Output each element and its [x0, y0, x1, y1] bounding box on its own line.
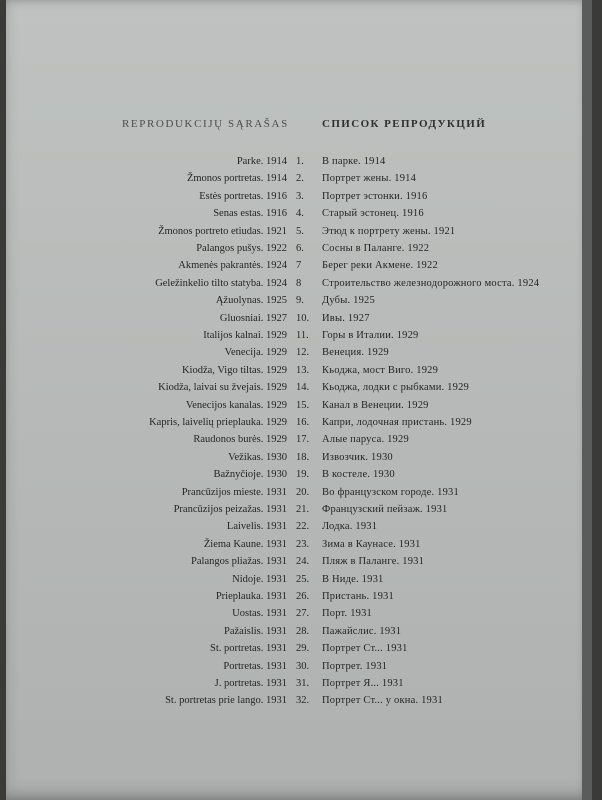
title-russian: В парке. 1914	[322, 156, 386, 167]
item-number: 14.	[296, 382, 310, 394]
title-lithuanian: Žiema Kaune. 1931	[203, 538, 287, 550]
list-item	[6, 626, 592, 640]
title-lithuanian: Venecija. 1929	[224, 347, 287, 359]
item-number: 9.	[296, 295, 304, 307]
title-russian: Портрет. 1931	[322, 660, 388, 672]
title-russian: Берег реки Акмене. 1922	[322, 260, 438, 272]
title-lithuanian: Venecijos kanalas. 1929	[185, 399, 287, 411]
title-russian: Строительство железнодорожного моста. 1924	[322, 277, 540, 289]
title-lithuanian: St. portretas. 1931	[210, 643, 287, 655]
item-number: 20.	[296, 486, 310, 498]
list-item	[6, 643, 592, 657]
title-lithuanian: Uostas. 1931	[232, 608, 287, 620]
item-number: 23.	[296, 538, 310, 550]
title-lithuanian: Žmonos portreto etiudas. 1921	[158, 225, 287, 237]
document-page	[6, 0, 592, 800]
item-number: 19.	[296, 469, 310, 481]
title-lithuanian: Palangos pušys. 1922	[196, 243, 287, 254]
list-item	[6, 591, 592, 605]
list-item	[6, 330, 592, 344]
list-item	[6, 347, 592, 361]
list-item	[6, 208, 592, 222]
list-item	[6, 469, 592, 483]
title-lithuanian: Raudonos burės. 1929	[193, 434, 287, 446]
item-number: 11.	[296, 330, 309, 341]
title-lithuanian: Kiodža, Vigo tiltas. 1929	[181, 364, 287, 376]
title-russian: Лодка. 1931	[322, 521, 378, 533]
title-russian: Портрет эстонки. 1916	[322, 190, 428, 202]
item-number: 2.	[296, 173, 304, 185]
title-russian: Дубы. 1925	[322, 295, 375, 307]
item-number: 13.	[296, 364, 310, 376]
list-item	[6, 452, 592, 466]
list-item	[6, 521, 592, 535]
title-lithuanian: Gluosniai. 1927	[219, 312, 287, 324]
title-russian: Портрет Я... 1931	[322, 678, 404, 689]
title-russian: Сосны в Паланге. 1922	[322, 243, 430, 254]
title-lithuanian: Prancūzijos mieste. 1931	[181, 486, 287, 498]
list-item	[6, 260, 592, 274]
title-russian: Портрет Ст... у окна. 1931	[322, 695, 443, 707]
title-lithuanian: Bažnyčioje. 1930	[213, 469, 287, 481]
list-item	[6, 226, 592, 240]
item-number: 7	[296, 260, 302, 272]
title-lithuanian: Parke. 1914	[236, 156, 287, 167]
list-item	[6, 365, 592, 379]
title-russian: Алые паруса. 1929	[322, 434, 409, 446]
title-lithuanian: Kapris, laivelių prieplauka. 1929	[149, 417, 287, 428]
title-lithuanian: Kiodža, laivai su žvejais. 1929	[158, 382, 287, 394]
item-number: 6.	[296, 243, 304, 254]
item-number: 8	[296, 277, 302, 289]
title-russian: Ивы. 1927	[322, 312, 370, 324]
list-item	[6, 400, 592, 414]
title-lithuanian: Palangos pliažas. 1931	[191, 556, 287, 568]
title-lithuanian: Žmonos portretas. 1914	[186, 173, 287, 185]
item-number: 29.	[296, 643, 310, 655]
item-number: 25.	[296, 573, 310, 585]
item-number: 28.	[296, 625, 310, 637]
item-number: 15.	[296, 399, 310, 411]
item-number: 3.	[296, 190, 304, 202]
title-lithuanian: J. portretas. 1931	[214, 678, 287, 689]
list-item	[6, 243, 592, 257]
title-russian: Старый эстонец. 1916	[322, 208, 424, 220]
title-russian: Во французском городе. 1931	[322, 486, 459, 498]
item-number: 22.	[296, 521, 310, 533]
title-lithuanian: Portretas. 1931	[223, 660, 287, 672]
list-item	[6, 313, 592, 327]
item-number: 32.	[296, 695, 310, 707]
list-item	[6, 539, 592, 553]
list-item	[6, 695, 592, 709]
title-lithuanian: Nidoje. 1931	[232, 573, 287, 585]
item-number: 18.	[296, 451, 310, 463]
title-russian: Портрет жены. 1914	[322, 173, 417, 185]
title-russian: Венеция. 1929	[322, 347, 389, 359]
heading-lithuanian: REPRODUKCIJŲ SĄRAŠAS	[122, 118, 289, 130]
list-item	[6, 574, 592, 588]
title-lithuanian: Estės portretas. 1916	[199, 190, 287, 202]
list-item	[6, 382, 592, 396]
title-lithuanian: Geležinkelio tilto statyba. 1924	[155, 277, 287, 289]
title-lithuanian: Akmenės pakrantės. 1924	[178, 260, 287, 272]
title-russian: Пляж в Паланге. 1931	[322, 556, 425, 568]
title-lithuanian: Vežikas. 1930	[228, 451, 287, 463]
title-russian: Порт. 1931	[322, 608, 372, 620]
list-item	[6, 191, 592, 205]
title-russian: Пристань. 1931	[322, 591, 394, 602]
list-item	[6, 608, 592, 622]
title-lithuanian: Pažaislis. 1931	[224, 625, 287, 637]
item-number: 24.	[296, 556, 310, 568]
item-number: 16.	[296, 417, 310, 428]
item-number: 5.	[296, 225, 304, 237]
item-number: 17.	[296, 434, 310, 446]
item-number: 1.	[296, 156, 304, 167]
title-russian: Кьоджа, мост Виго. 1929	[322, 364, 439, 376]
list-item	[6, 504, 592, 518]
title-russian: Зима в Каунасе. 1931	[322, 538, 421, 550]
title-russian: Канал в Венеции. 1929	[322, 399, 429, 411]
title-lithuanian: Senas estas. 1916	[213, 208, 287, 220]
title-russian: Извозчик. 1930	[322, 451, 393, 463]
title-russian: Кьоджа, лодки с рыбками. 1929	[322, 382, 469, 394]
list-item	[6, 678, 592, 692]
list-item	[6, 556, 592, 570]
item-number: 30.	[296, 660, 310, 672]
list-item	[6, 295, 592, 309]
title-russian: Французский пейзаж. 1931	[322, 504, 448, 515]
item-number: 26.	[296, 591, 310, 602]
item-number: 21.	[296, 504, 310, 515]
title-russian: В костеле. 1930	[322, 469, 395, 481]
title-lithuanian: Prieplauka. 1931	[215, 591, 287, 602]
title-lithuanian: Laivelis. 1931	[226, 521, 287, 533]
title-russian: Горы в Италии. 1929	[322, 330, 419, 341]
title-lithuanian: St. portretas prie lango. 1931	[165, 695, 287, 707]
item-number: 12.	[296, 347, 310, 359]
list-item	[6, 661, 592, 675]
title-lithuanian: Prancūzijos peizažas. 1931	[173, 504, 287, 515]
list-item	[6, 156, 592, 170]
item-number: 4.	[296, 208, 304, 220]
list-item	[6, 278, 592, 292]
title-lithuanian: Ąžuolynas. 1925	[215, 295, 287, 307]
list-item	[6, 173, 592, 187]
title-russian: Пажайслис. 1931	[322, 625, 402, 637]
title-russian: Этюд к портрету жены. 1921	[322, 225, 456, 237]
title-russian: Портрет Ст... 1931	[322, 643, 408, 655]
item-number: 31.	[296, 678, 310, 689]
list-item	[6, 417, 592, 431]
list-item	[6, 487, 592, 501]
item-number: 10.	[296, 312, 310, 324]
list-item	[6, 434, 592, 448]
heading-russian: СПИСОК РЕПРОДУКЦИЙ	[322, 118, 487, 130]
title-lithuanian: Italijos kalnai. 1929	[203, 330, 287, 341]
title-russian: В Ниде. 1931	[322, 573, 384, 585]
title-russian: Капри, лодочная пристань. 1929	[322, 417, 472, 428]
item-number: 27.	[296, 608, 310, 620]
